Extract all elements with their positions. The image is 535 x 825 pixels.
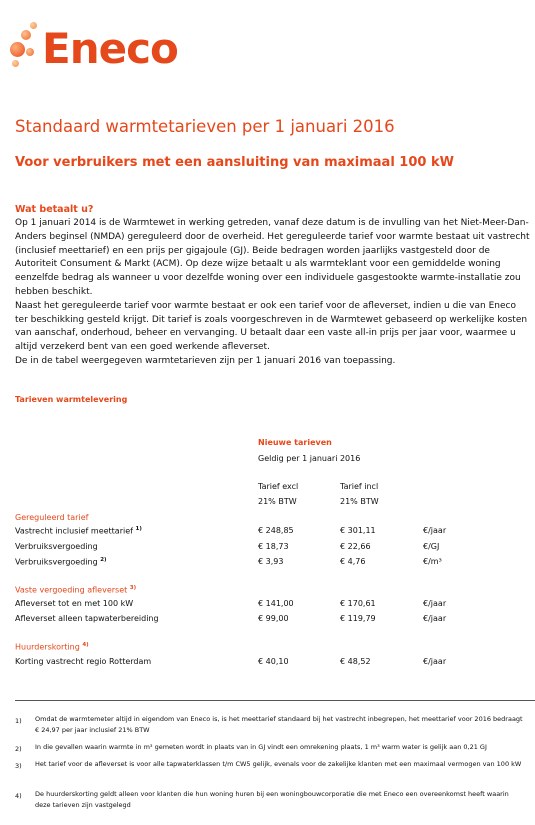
group-title-gereguleerd: Gereguleerd tarief — [15, 513, 89, 522]
footnote-number: 2) — [15, 745, 22, 753]
row-label: Afleverset alleen tapwaterbereiding — [15, 614, 159, 623]
row-unit: €/jaar — [423, 614, 447, 623]
row-label-text: Vastrecht inclusief meettarief — [15, 526, 133, 536]
row-incl: € 119,79 — [340, 614, 376, 623]
footnote-number: 3) — [15, 762, 22, 770]
row-excl: € 141,00 — [258, 599, 294, 608]
row-incl: € 48,52 — [340, 657, 371, 666]
page-subtitle: Voor verbruikers met een aansluiting van maximaal 100 kW — [15, 155, 454, 170]
row-incl: € 22,66 — [340, 542, 371, 551]
row-excl: € 18,73 — [258, 542, 289, 551]
row-unit: €/m³ — [423, 557, 442, 566]
tarieven-heading: Tarieven warmtelevering — [15, 395, 128, 404]
row-label — [15, 526, 142, 536]
intro-paragraph: Op 1 januari 2014 is de Warmtewet in werking getreden, vanaf deze datum is de invulling van het Niet-Meer-Dan-Anders beginsel (NMDA) gereguleerd door de overheid. Het gereguleerde tarief voor warmte bestaat uit vastrecht (inclusief meettarief) en een prijs per gigajoule (GJ). Beide bedragen worden jaarlijks vastgesteld door de Autoriteit Consument & Markt (ACM). Op deze wijze betaalt u als warmteklant voor een gemiddelde woning eenzelfde bedrag als wanneer u voor dezelfde woning over een individuele gasgestookte warmte-installatie zou hebben beschikt. — [15, 218, 530, 297]
row-excl: € 248,85 — [258, 526, 294, 535]
row-footnote-ref: 1) — [135, 526, 142, 532]
row-incl: € 170,61 — [340, 599, 376, 608]
col-header-excl: Tarief excl — [258, 482, 299, 491]
intro-heading: Wat betaalt u? — [15, 204, 94, 215]
col-header-incl-btw: 21% BTW — [340, 497, 379, 506]
logo-wordmark: Eneco — [42, 24, 178, 73]
footnote-text: Omdat de warmtemeter altijd in eigendom van Eneco is, is het meettarief standaard bij het vastrecht inbegrepen, het meettarief voor 2016 bedraagt € 24,97 per jaar inclusief 21% BTW — [35, 715, 523, 734]
row-incl: € 4,76 — [340, 557, 366, 566]
footnote-text: De huurderskorting geldt alleen voor klanten die hun woning huren bij een woningbouwcorporatie die met Eneco een overeenkomst heeft waarin deze tarieven zijn vastgelegd — [35, 790, 509, 809]
group-footnote-ref: 3) — [129, 585, 137, 591]
row-excl: € 99,00 — [258, 614, 289, 623]
group-title-afleverset — [15, 585, 136, 595]
row-footnote-ref: 2) — [100, 557, 107, 563]
group-title-text: Vaste vergoeding afleverset — [15, 585, 128, 595]
row-label-text: Verbruiksvergoeding — [15, 557, 98, 567]
footnote-text: In die gevallen waarin warmte in m³ gemeten wordt in plaats van in GJ vindt een omrekening plaats, 1 m³ warm water is gelijk aan 0,21 GJ — [35, 743, 487, 751]
row-unit: €/jaar — [423, 526, 447, 535]
intro-paragraph: De in de tabel weergegeven warmtetarieven zijn per 1 januari 2016 van toepassing. — [15, 355, 396, 366]
valid-date-label: Geldig per 1 januari 2016 — [258, 454, 361, 463]
row-incl: € 301,11 — [340, 526, 376, 535]
row-excl: € 40,10 — [258, 657, 289, 666]
group-footnote-ref: 4) — [82, 642, 89, 648]
row-label — [15, 557, 107, 567]
row-unit: €/GJ — [423, 542, 440, 551]
intro-paragraph: Naast het gereguleerde tarief voor warmte bestaat er ook een tarief voor de afleverset, indien u die van Eneco ter beschikking gesteld krijgt. Dit tarief is zoals voorgeschreven in de Warmtewet gebaseerd op werkelijke kosten van aanschaf, onderhoud, beheer en vervanging. U betaalt daar een vaste all-in prijs per jaar voor, waarmee u altijd verzekerd bent van een goed werkende afleverset. — [15, 300, 528, 353]
col-header-excl-btw: 21% BTW — [258, 497, 297, 506]
row-label: Korting vastrecht regio Rotterdam — [15, 657, 152, 666]
row-unit: €/jaar — [423, 657, 447, 666]
page-title: Standaard warmtetarieven per 1 januari 2016 — [15, 117, 395, 136]
row-unit: €/jaar — [423, 599, 447, 608]
footnote-divider — [15, 700, 535, 701]
new-tariffs-label: Nieuwe tarieven — [258, 438, 332, 447]
footnote-number: 1) — [15, 717, 22, 725]
row-label: Verbruiksvergoeding — [15, 542, 98, 551]
col-header-incl: Tarief incl — [340, 482, 379, 491]
group-title-huurderskorting — [15, 642, 89, 652]
group-title-text: Huurderskorting — [15, 642, 80, 652]
row-label: Afleverset tot en met 100 kW — [15, 599, 134, 608]
footnote-number: 4) — [15, 792, 22, 800]
row-excl: € 3,93 — [258, 557, 284, 566]
footnote-text: Het tarief voor de afleverset is voor alle tapwaterklassen t/m CW5 gelijk, evenals voor de zakelijke klanten met een maximaal vermogen van 100 kW — [35, 760, 522, 768]
